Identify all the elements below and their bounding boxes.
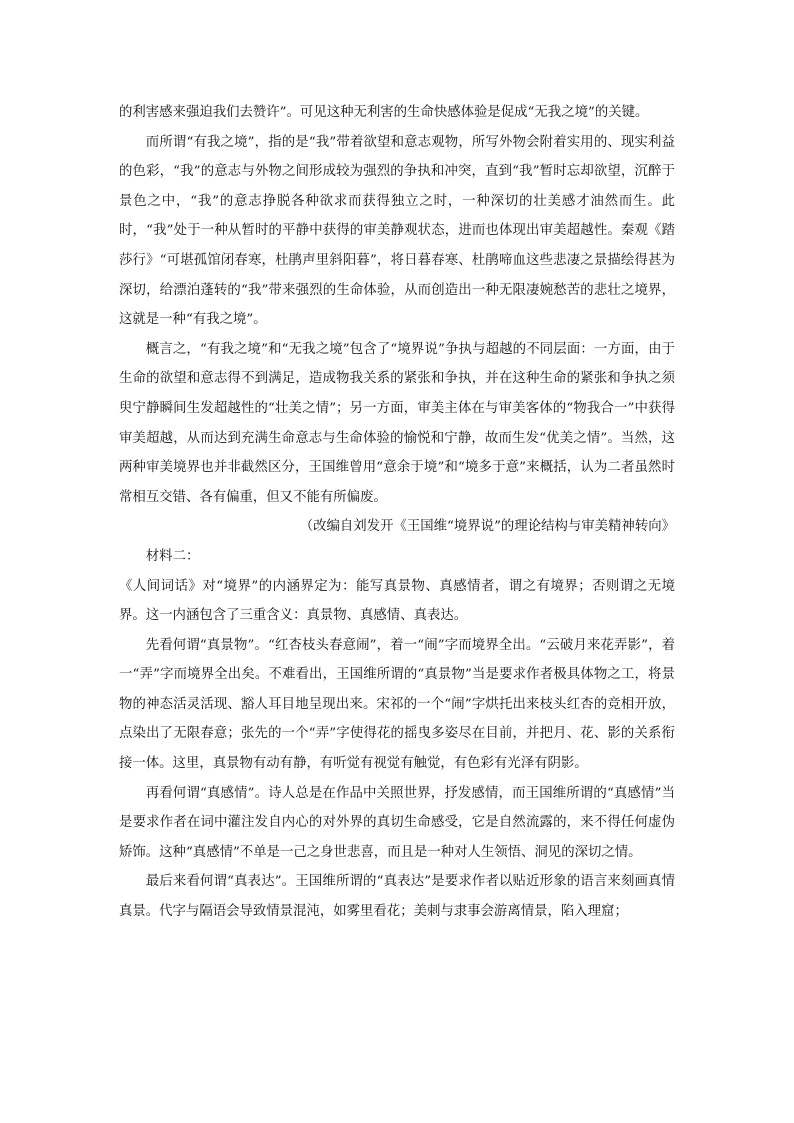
paragraph-summary: 概言之，“有我之境”和“无我之境”包含了“境界说”争执与超越的不同层面：一方面，由于生命的欲望和意志得不到满足，造成物我关系的紧张和争执，并在这种生命的紧张和争执之须臾宁静瞬间生发超越性的“壮美之情”；另一方面，审美主体在与审美客体的“物我合一”中获得审美超越，从而达到充满生命意志与生命体验的愉悦和宁静，故而生发“优美之情”。当然，这两种审美境界也并非截然区分，王国维曾用“意余于境”和“境多于意”来概括，认为二者虽然时常相互交错、各有偏重，但又不能有所偏废。 (119, 341, 675, 505)
paragraph-true-expression: 最后来看何谓“真表达”。王国维所谓的“真表达”是要求作者以贴近形象的语言来刻画真情真景。代字与隔语会导致情景混沌，如雾里看花；美刺与隶事会游离情景，陷入理窟； (119, 874, 675, 920)
document-body (119, 98, 675, 927)
paragraph-true-feeling: 再看何谓“真感情”。诗人总是在作品中关照世界，抒发感情，而王国维所谓的“真感情”当是要求作者在词中灌注发自内心的对外界的真切生命感受，它是自然流露的，来不得任何虚伪矫饰。这种“真感情”不单是一己之身世悲喜，而且是一种对人生领悟、洞见的深切之情。 (119, 785, 675, 860)
paragraph-youwo-zhi-jing: 而所谓“有我之境”，指的是“我”带着欲望和意志观物，所写外物会附着实用的、现实利益的色彩，“我”的意志与外物之间形成较为强烈的争执和冲突，直到“我”暂时忘却欲望，沉醉于景色之中，“我”的意志挣脱各种欲求而获得独立之时，一种深切的壮美感才油然而生。此时，“我”处于一种从暂时的平静中获得的审美静观状态，进而也体现出审美超越性。秦观《踏莎行》“可堪孤馆闭春寒，杜鹃声里斜阳暮”，将日暮春寒、杜鹃啼血这些悲凄之景描绘得甚为深切，给漂泊蓬转的“我”带来强烈的生命体验，从而创造出一种无限凄婉愁苦的悲壮之境界，这就是一种“有我之境”。 (119, 134, 675, 328)
material-two-label: 材料二： (145, 548, 200, 564)
source-citation: （改编自刘发开《王国维“境界说”的理论结构与审美精神转向》 (299, 519, 675, 535)
paragraph-true-scenery: 先看何谓“真景物”。“红杏枝头春意闹”，着一“闹”字而境界全出。“云破月来花弄影”，着一“弄”字而境界全出矣。不难看出，王国维所谓的“真景物”当是要求作者极具体物之工，将景物的神态活灵活现、豁人耳目地呈现出来。宋祁的一个“闹”字烘托出来枝头红杏的竞相开放，点染出了无限春意；张先的一个“弄”字使得花的摇曳多姿尽在目前，并把月、花、影的关系衔接一体。这里，真景物有动有静，有听觉有视觉有触觉，有色彩有光泽有阴影。 (119, 637, 675, 772)
paragraph-continuation: 的利害感来强迫我们去赞许”。可见这种无利害的生命快感体验是促成“无我之境”的关键。 (119, 105, 649, 120)
paragraph-definition: 《人间词话》对“境界”的内涵界定为：能写真景物、真感情者，谓之有境界；否则谓之无境界。这一内涵包含了三重含义：真景物、真感情、真表达。 (119, 578, 675, 624)
